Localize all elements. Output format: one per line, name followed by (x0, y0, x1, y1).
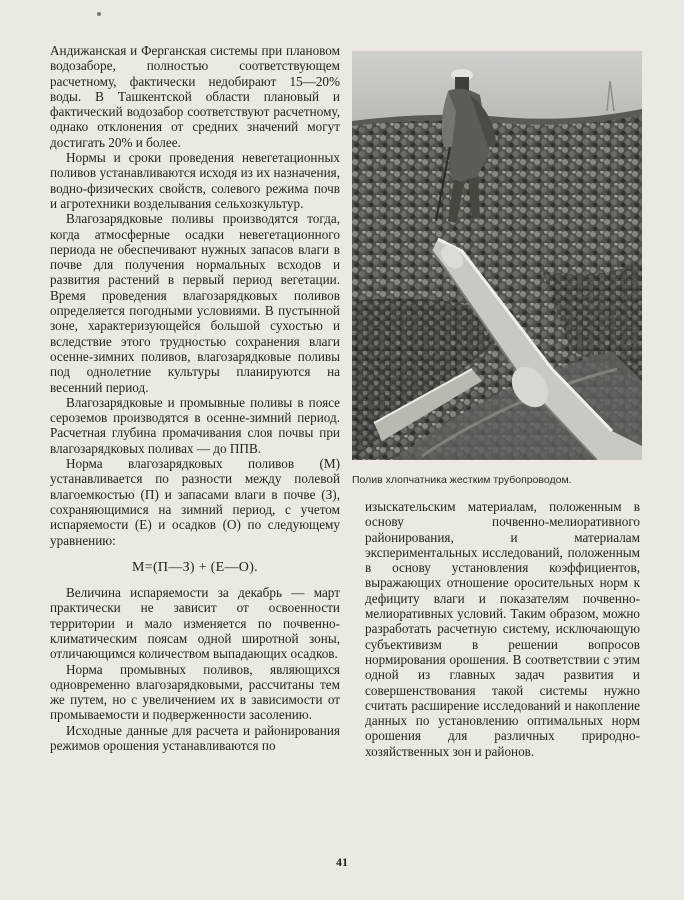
paragraph-7: Норма промывных поливов, являющихся одновременно влагозарядковыми, рассчитаны тем же путем, но с увеличением их в зависимости от промываемости и подверженности засолению. (50, 661, 340, 723)
left-text-column (50, 43, 340, 753)
right-text-column (365, 499, 640, 759)
page-number: 41 (336, 855, 348, 869)
equation: М=(П—З) + (Е—О). (132, 559, 258, 575)
paragraph-1: Андижанская и Ферганская системы при плановом водозаборе, полностью соответствующем расчетному, фактически недобирают 15—20% воды. В Ташкентской области плановый и фактический водозабор соответствуют расчетному, однако отклонения от средних значений могут достигать 20% и более. (50, 43, 340, 150)
paragraph-3: Влагозарядковые поливы производятся тогда, когда атмосферные осадки невегетационного периода не обеспечивают нужных запасов влаги в почве для получения нормальных всходов и развития растений в первый период вегетации. Время проведения влагозарядковых поливов определяется погодными условиями. В пустынной зоне, характеризующейся большой сухостью и вследствие этого трудностью сохранения влаги осенне-зимних поливов, влагозарядковые поливы под однолетние культуры планируются на весенний период. (50, 211, 340, 395)
print-speck (97, 12, 101, 16)
paragraph-6: Величина испаряемости за декабрь — март практически не зависит от освоенности территории и мало изменяется по почвенно-климатическим поясам одной широтной зоны, отличающимся количеством выпадающих осадков. (50, 585, 340, 662)
paragraph-8: Исходные данные для расчета и районирования режимов орошения устанавливаются по (50, 722, 340, 754)
paragraph-5: Норма влагозарядковых поливов (М) устанавливается по разности между полевой влагоемкостью (П) и запасами влаги в почве (З), сохраняющимися на зимний период, с учетом испаряемости (Е) и осадков (О) по следующему уравнению: (50, 456, 340, 548)
paragraph-4: Влагозарядковые и промывные поливы в поясе сероземов производятся в осенне-зимний период. Расчетная глубина промачивания слоя почвы при влагозарядковых поливах — до ППВ. (50, 394, 340, 456)
photo-caption: Полив хлопчатника жестким трубопроводом. (352, 474, 572, 486)
cotton-irrigation-photo (352, 51, 642, 460)
paragraph-2: Нормы и сроки проведения невегетационных поливов устанавливаются исходя из их назначения, водно-физических свойств, солевого режима почв и агротехники возделывания сельхозкультур. (50, 150, 340, 211)
photo-illustration (352, 51, 642, 460)
paragraph-right-1: изыскательским материалам, положенным в основу почвенно-мелиоративного районирования, и материалам экспериментальных исследований, положенным в основу установления коэффициентов, выражающих отношение оросительных норм к дефициту влаги и показателям почвенно-мелиоративных условий. Таким образом, можно разработать расчетную систему, исключающую субъективизм в решении вопросов нормирования орошения. В соответствии с этим одной из главных задач развития и совершенствования такой системы нужно считать расширение исследований и накопление данных по установлению оптимальных норм орошения для различных природно-хозяйственных зон и районов. (365, 499, 640, 759)
